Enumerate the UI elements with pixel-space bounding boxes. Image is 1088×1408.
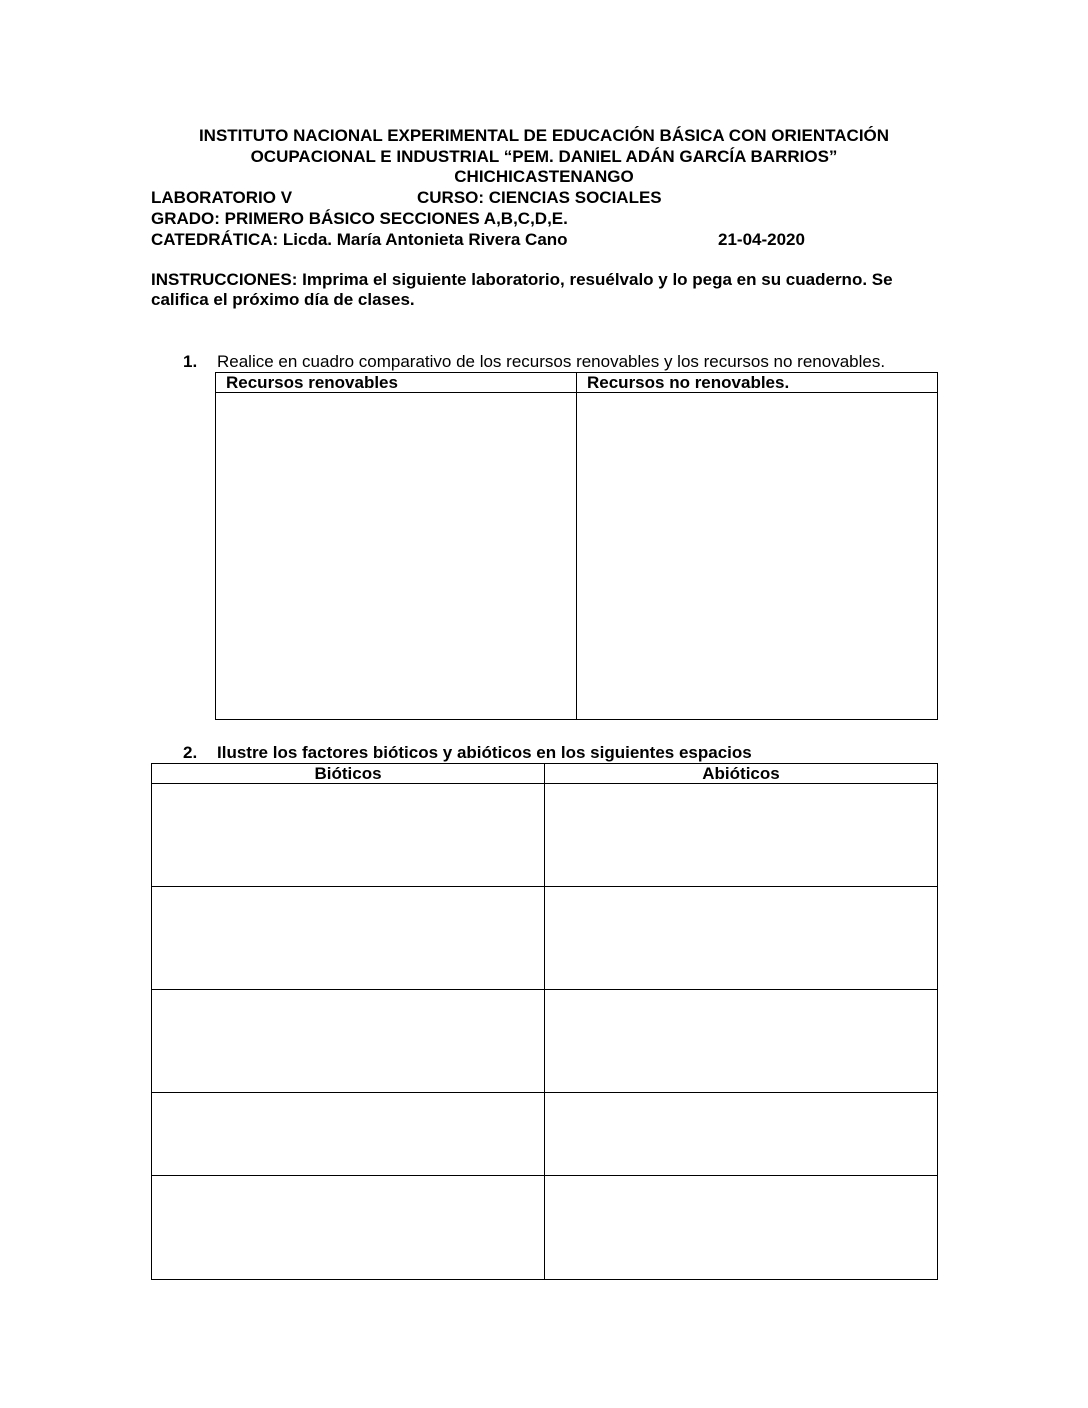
non-renewable-answer-cell[interactable] [577, 393, 938, 720]
course-name: CURSO: CIENCIAS SOCIALES [417, 188, 662, 207]
header-renewable: Recursos renovables [216, 373, 577, 393]
biotic-cell-1[interactable] [152, 784, 545, 887]
question-1 [183, 352, 943, 372]
school-location: CHICHICASTENANGO [454, 167, 634, 186]
abiotic-cell-4[interactable] [545, 1093, 938, 1176]
abiotic-cell-2[interactable] [545, 887, 938, 990]
biotic-cell-2[interactable] [152, 887, 545, 990]
question-2 [183, 743, 943, 763]
question-2-text: Ilustre los factores bióticos y abióticos en los siguientes espacios [217, 743, 752, 762]
abiotic-cell-3[interactable] [545, 990, 938, 1093]
date: 21-04-2020 [718, 230, 805, 249]
header-non-renewable: Recursos no renovables. [577, 373, 938, 393]
grade-sections: GRADO: PRIMERO BÁSICO SECCIONES A,B,C,D,E. [151, 209, 568, 228]
abiotic-cell-5[interactable] [545, 1176, 938, 1280]
lab-number: LABORATORIO V [151, 188, 293, 207]
renewable-answer-cell[interactable] [216, 393, 577, 720]
biotic-cell-3[interactable] [152, 990, 545, 1093]
instructions: INSTRUCCIONES: Imprima el siguiente laboratorio, resuélvalo y lo pega en su cuaderno. Se califica el próximo día de clases. [151, 270, 893, 309]
biotic-cell-5[interactable] [152, 1176, 545, 1280]
header-biotic: Bióticos [152, 764, 545, 784]
header-abiotic: Abióticos [545, 764, 938, 784]
comparison-table [215, 372, 938, 720]
question-2-number: 2. [183, 743, 198, 762]
factors-table [151, 763, 938, 1280]
teacher-name: CATEDRÁTICA: Licda. María Antonieta Rivera Cano [151, 230, 568, 249]
school-name-line-1: INSTITUTO NACIONAL EXPERIMENTAL DE EDUCACIÓN BÁSICA CON ORIENTACIÓN [198, 126, 890, 145]
biotic-cell-4[interactable] [152, 1093, 545, 1176]
question-1-text: Realice en cuadro comparativo de los recursos renovables y los recursos no renovables. [217, 352, 886, 371]
question-1-number: 1. [183, 352, 198, 371]
school-name-line-2: OCUPACIONAL E INDUSTRIAL “PEM. DANIEL ADÁN GARCÍA BARRIOS” [250, 147, 838, 166]
abiotic-cell-1[interactable] [545, 784, 938, 887]
